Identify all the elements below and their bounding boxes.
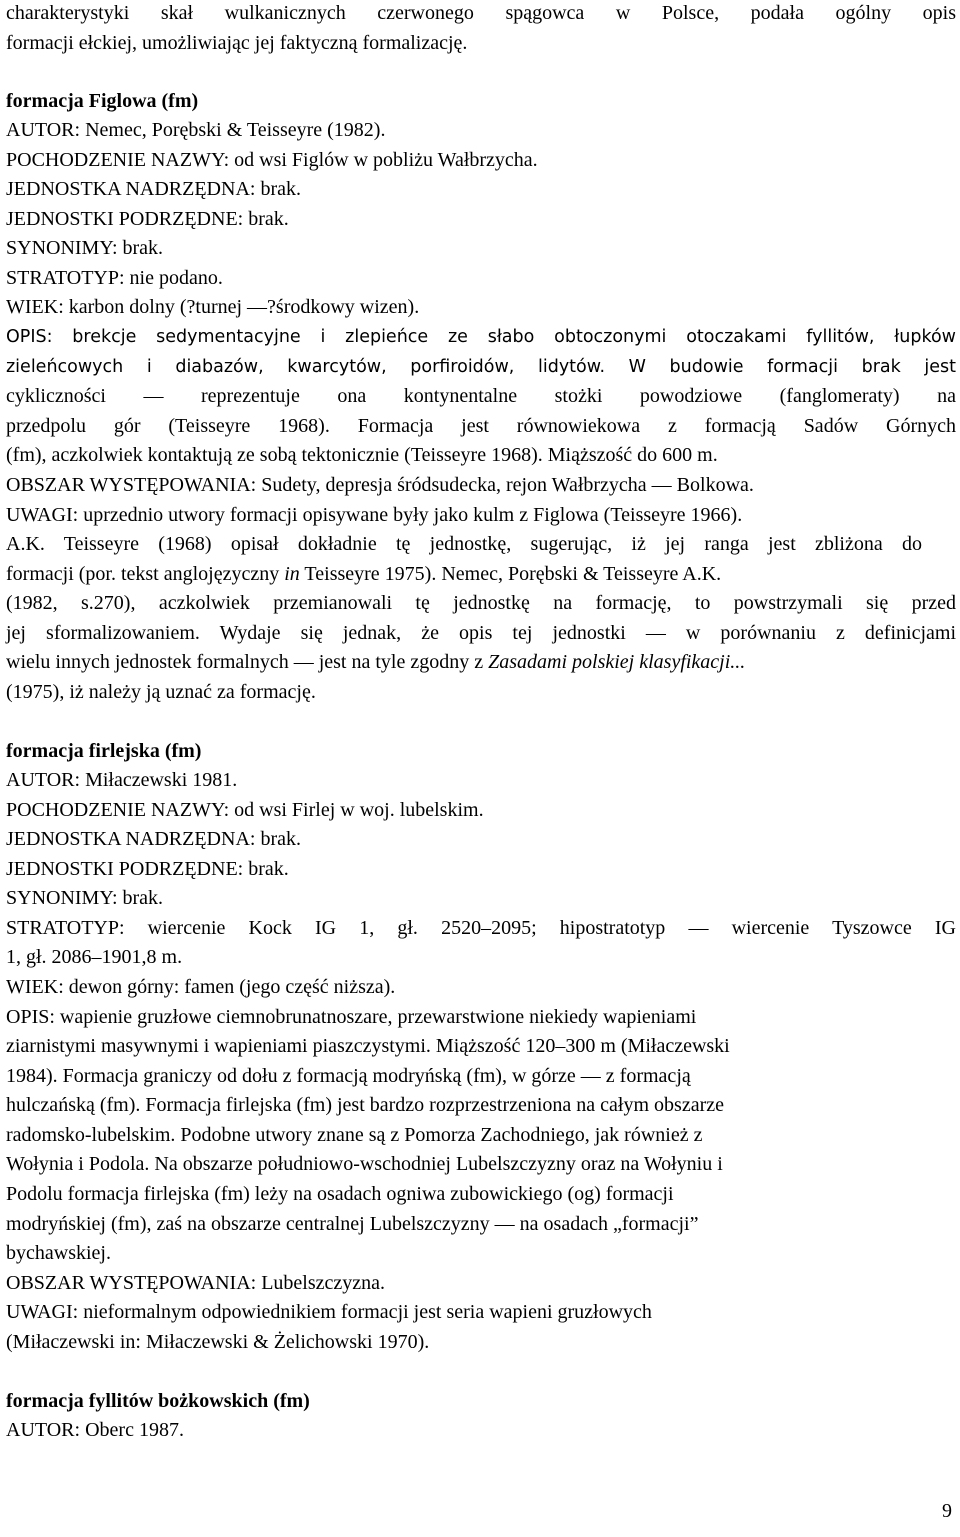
- figlowa-uwagi-2: A.K. Teisseyre (1968) opisał dokładnie tę jednostkę, sugerując, iż jej ranga jest zbliżona do: [6, 533, 922, 555]
- intro-line-1: charakterystyki skał wulkanicznych czerwonego spągowca w Polsce, podała ogólny opis: [6, 2, 956, 24]
- figlowa-opis-1: OPIS: brekcje sedymentacyjne i zlepieńce ze słabo obtoczonymi otoczakami fyllitów, łupków: [6, 327, 956, 347]
- figlowa-uwagi-7: (1975), iż należy ją uznać za formację.: [6, 681, 316, 703]
- figlowa-uwagi-1: UWAGI: uprzednio utwory formacji opisywane były jako kulm z Figlowa (Teisseyre 1966).: [6, 504, 743, 526]
- intro-line-2: formacji ełckiej, umożliwiając jej faktyczną formalizację.: [6, 32, 468, 54]
- firlejska-opis-7: Podolu formacja firlejska (fm) leży na osadach ogniwa zubowickiego (og) formacji: [6, 1183, 674, 1205]
- figlowa-uwagi-3: [6, 561, 721, 587]
- figlowa-opis-2: zieleńcowych i diabazów, kwarcytów, porfiroidów, lidytów. W budowie formacji brak jest: [6, 357, 956, 377]
- firlejska-author: AUTOR: Miłaczewski 1981.: [6, 769, 238, 791]
- figlowa-uwagi-4: (1982, s.270), aczkolwiek przemianowali tę jednostkę na formację, to powstrzymali się przed: [6, 592, 956, 614]
- firlejska-opis-9: bychawskiej.: [6, 1242, 111, 1264]
- figlowa-origin: POCHODZENIE NAZWY: od wsi Figlów w pobliżu Wałbrzycha.: [6, 149, 538, 171]
- figlowa-age: WIEK: karbon dolny (?turnej —?środkowy wizen).: [6, 296, 420, 318]
- firlejska-parent: JEDNOSTKA NADRZĘDNA: brak.: [6, 828, 301, 850]
- firlejska-area: OBSZAR WYSTĘPOWANIA: Lubelszczyzna.: [6, 1272, 386, 1294]
- figlowa-uwagi-3-in: in: [284, 563, 300, 585]
- figlowa-uwagi-3b: Teisseyre 1975). Nemec, Porębski & Teisseyre A.K.: [299, 563, 722, 585]
- figlowa-area: OBSZAR WYSTĘPOWANIA: Sudety, depresja śródsudecka, rejon Wałbrzycha — Bolkowa.: [6, 474, 754, 496]
- figlowa-synonyms: SYNONIMY: brak.: [6, 237, 164, 259]
- figlowa-uwagi-6: [6, 649, 745, 675]
- fyllitow-author: AUTOR: Oberc 1987.: [6, 1419, 184, 1441]
- firlejska-stratotype-2: 1, gł. 2086–1901,8 m.: [6, 946, 183, 968]
- figlowa-parent: JEDNOSTKA NADRZĘDNA: brak.: [6, 178, 301, 200]
- figlowa-title: formacja Figlowa (fm): [6, 90, 199, 112]
- figlowa-uwagi-6-title: Zasadami polskiej klasyfikacji...: [488, 651, 746, 673]
- figlowa-stratotype: STRATOTYP: nie podano.: [6, 267, 223, 289]
- firlejska-uwagi-1: UWAGI: nieformalnym odpowiednikiem formacji jest seria wapieni gruzłowych: [6, 1301, 652, 1323]
- firlejska-stratotype-1: STRATOTYP: wiercenie Kock IG 1, gł. 2520–2095; hipostratotyp — wiercenie Tyszowce IG: [6, 917, 956, 939]
- firlejska-title: formacja firlejska (fm): [6, 740, 202, 762]
- figlowa-children: JEDNOSTKI PODRZĘDNE: brak.: [6, 208, 289, 230]
- firlejska-opis-8: modryńskiej (fm), zaś na obszarze centralnej Lubelszczyzny — na osadach „formacji”: [6, 1213, 699, 1235]
- firlejska-opis-5: radomsko-lubelskim. Podobne utwory znane są z Pomorza Zachodniego, jak również z: [6, 1124, 703, 1146]
- figlowa-opis-4: przedpolu gór (Teisseyre 1968). Formacja jest równowiekowa z formacją Sadów Górnych: [6, 415, 956, 437]
- firlejska-opis-6: Wołynia i Podola. Na obszarze południowo-wschodniej Lubelszczyzny oraz na Wołyniu i: [6, 1153, 723, 1175]
- firlejska-origin: POCHODZENIE NAZWY: od wsi Firlej w woj. lubelskim.: [6, 799, 484, 821]
- figlowa-uwagi-5: jej sformalizowaniem. Wydaje się jednak, że opis tej jednostki — w porównaniu z definicjami: [6, 622, 956, 644]
- figlowa-uwagi-6a: wielu innych jednostek formalnych — jest na tyle zgodny z: [6, 651, 489, 673]
- firlejska-opis-3: 1984). Formacja graniczy od dołu z formacją modryńską (fm), w górze — z formacją: [6, 1065, 691, 1087]
- firlejska-opis-4: hulczańską (fm). Formacja firlejska (fm) jest bardzo rozprzestrzeniona na całym obszarze: [6, 1094, 724, 1116]
- figlowa-uwagi-3a: formacji (por. tekst anglojęzyczny: [6, 563, 285, 585]
- firlejska-opis-2: ziarnistymi masywnymi i wapieniami piaszczystymi. Miąższość 120–300 m (Miłaczewski: [6, 1035, 730, 1057]
- figlowa-opis-5: (fm), aczkolwiek kontaktują ze sobą tektonicznie (Teisseyre 1968). Miąższość do 600 m.: [6, 444, 718, 466]
- firlejska-children: JEDNOSTKI PODRZĘDNE: brak.: [6, 858, 289, 880]
- figlowa-author: AUTOR: Nemec, Porębski & Teisseyre (1982).: [6, 119, 386, 141]
- firlejska-opis-1: OPIS: wapienie gruzłowe ciemnobrunatnoszare, przewarstwione niekiedy wapieniami: [6, 1006, 697, 1028]
- fyllitow-title: formacja fyllitów bożkowskich (fm): [6, 1390, 310, 1412]
- firlejska-synonyms: SYNONIMY: brak.: [6, 887, 164, 909]
- firlejska-age: WIEK: dewon górny: famen (jego część niższa).: [6, 976, 396, 998]
- page-number: 9: [942, 1500, 952, 1522]
- figlowa-opis-3: cykliczności — reprezentuje ona kontynentalne stożki powodziowe (fanglomeraty) na: [6, 385, 956, 407]
- firlejska-uwagi-2: (Miłaczewski in: Miłaczewski & Żelichowski 1970).: [6, 1331, 430, 1353]
